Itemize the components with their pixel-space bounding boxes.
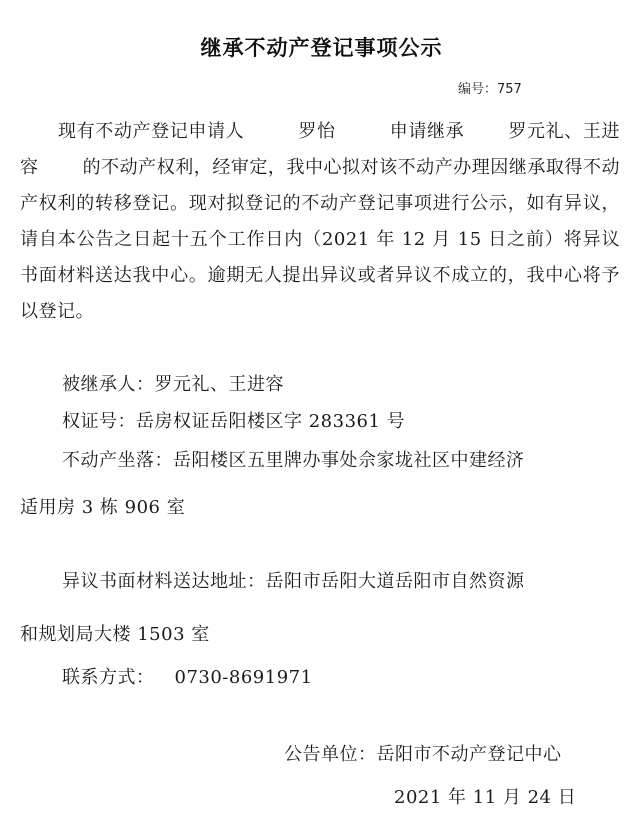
location-value-line1: 岳阳楼区五里牌办事处佘家垅社区中建经济	[173, 450, 525, 471]
serial-number	[458, 78, 522, 97]
deceased-names: 罗元礼、王进容	[20, 121, 620, 178]
issuing-unit-label: 公告单位：	[284, 744, 377, 765]
heir-value: 罗元礼、王进容	[154, 374, 284, 395]
issue-date: 2021 年 11 月 24 日	[394, 787, 577, 808]
location-value-line2: 适用房 3 栋 906 室	[20, 497, 186, 518]
address-line	[62, 567, 525, 593]
contact-value: 0730-8691971	[174, 667, 313, 688]
paragraph-mid: 申请继承	[389, 121, 465, 142]
certificate-line	[62, 407, 405, 433]
address-value-line2: 和规划局大楼 1503 室	[20, 624, 210, 645]
issuing-unit-line	[284, 740, 562, 766]
certificate-label: 权证号：	[62, 411, 136, 432]
serial-value: 757	[497, 82, 522, 97]
certificate-value: 岳房权证岳阳楼区字 283361 号	[136, 411, 406, 432]
heir-label: 被继承人：	[62, 374, 155, 395]
location-line	[62, 446, 525, 472]
contact-line	[62, 663, 313, 689]
paragraph-rest: 的不动产权利，经审定，我中心拟对该不动产办理因继承取得不动产权利的转移登记。现对拟登记的不动产登记事项进行公示，如有异议，请自本公告之日起十五个工作日内（2021 年 12 月 15 日之前）将异议书面材料送达我中心。逾期无人提出异议或者异议不成立的，我中心将予以登记。	[20, 157, 621, 322]
notice-paragraph	[20, 114, 620, 330]
issuing-unit-value: 岳阳市不动产登记中心	[376, 744, 562, 765]
contact-label: 联系方式：	[62, 667, 155, 688]
heir-line	[62, 370, 284, 396]
address-label: 异议书面材料送达地址：	[62, 571, 266, 592]
address-value-line1: 岳阳市岳阳大道岳阳市自然资源	[265, 571, 525, 592]
paragraph-intro: 现有不动产登记申请人	[58, 121, 245, 142]
serial-label: 编号：	[458, 82, 498, 97]
location-label: 不动产坐落：	[62, 450, 173, 471]
document-title: 继承不动产登记事项公示	[200, 36, 443, 60]
applicant-name: 罗怡	[298, 121, 336, 142]
